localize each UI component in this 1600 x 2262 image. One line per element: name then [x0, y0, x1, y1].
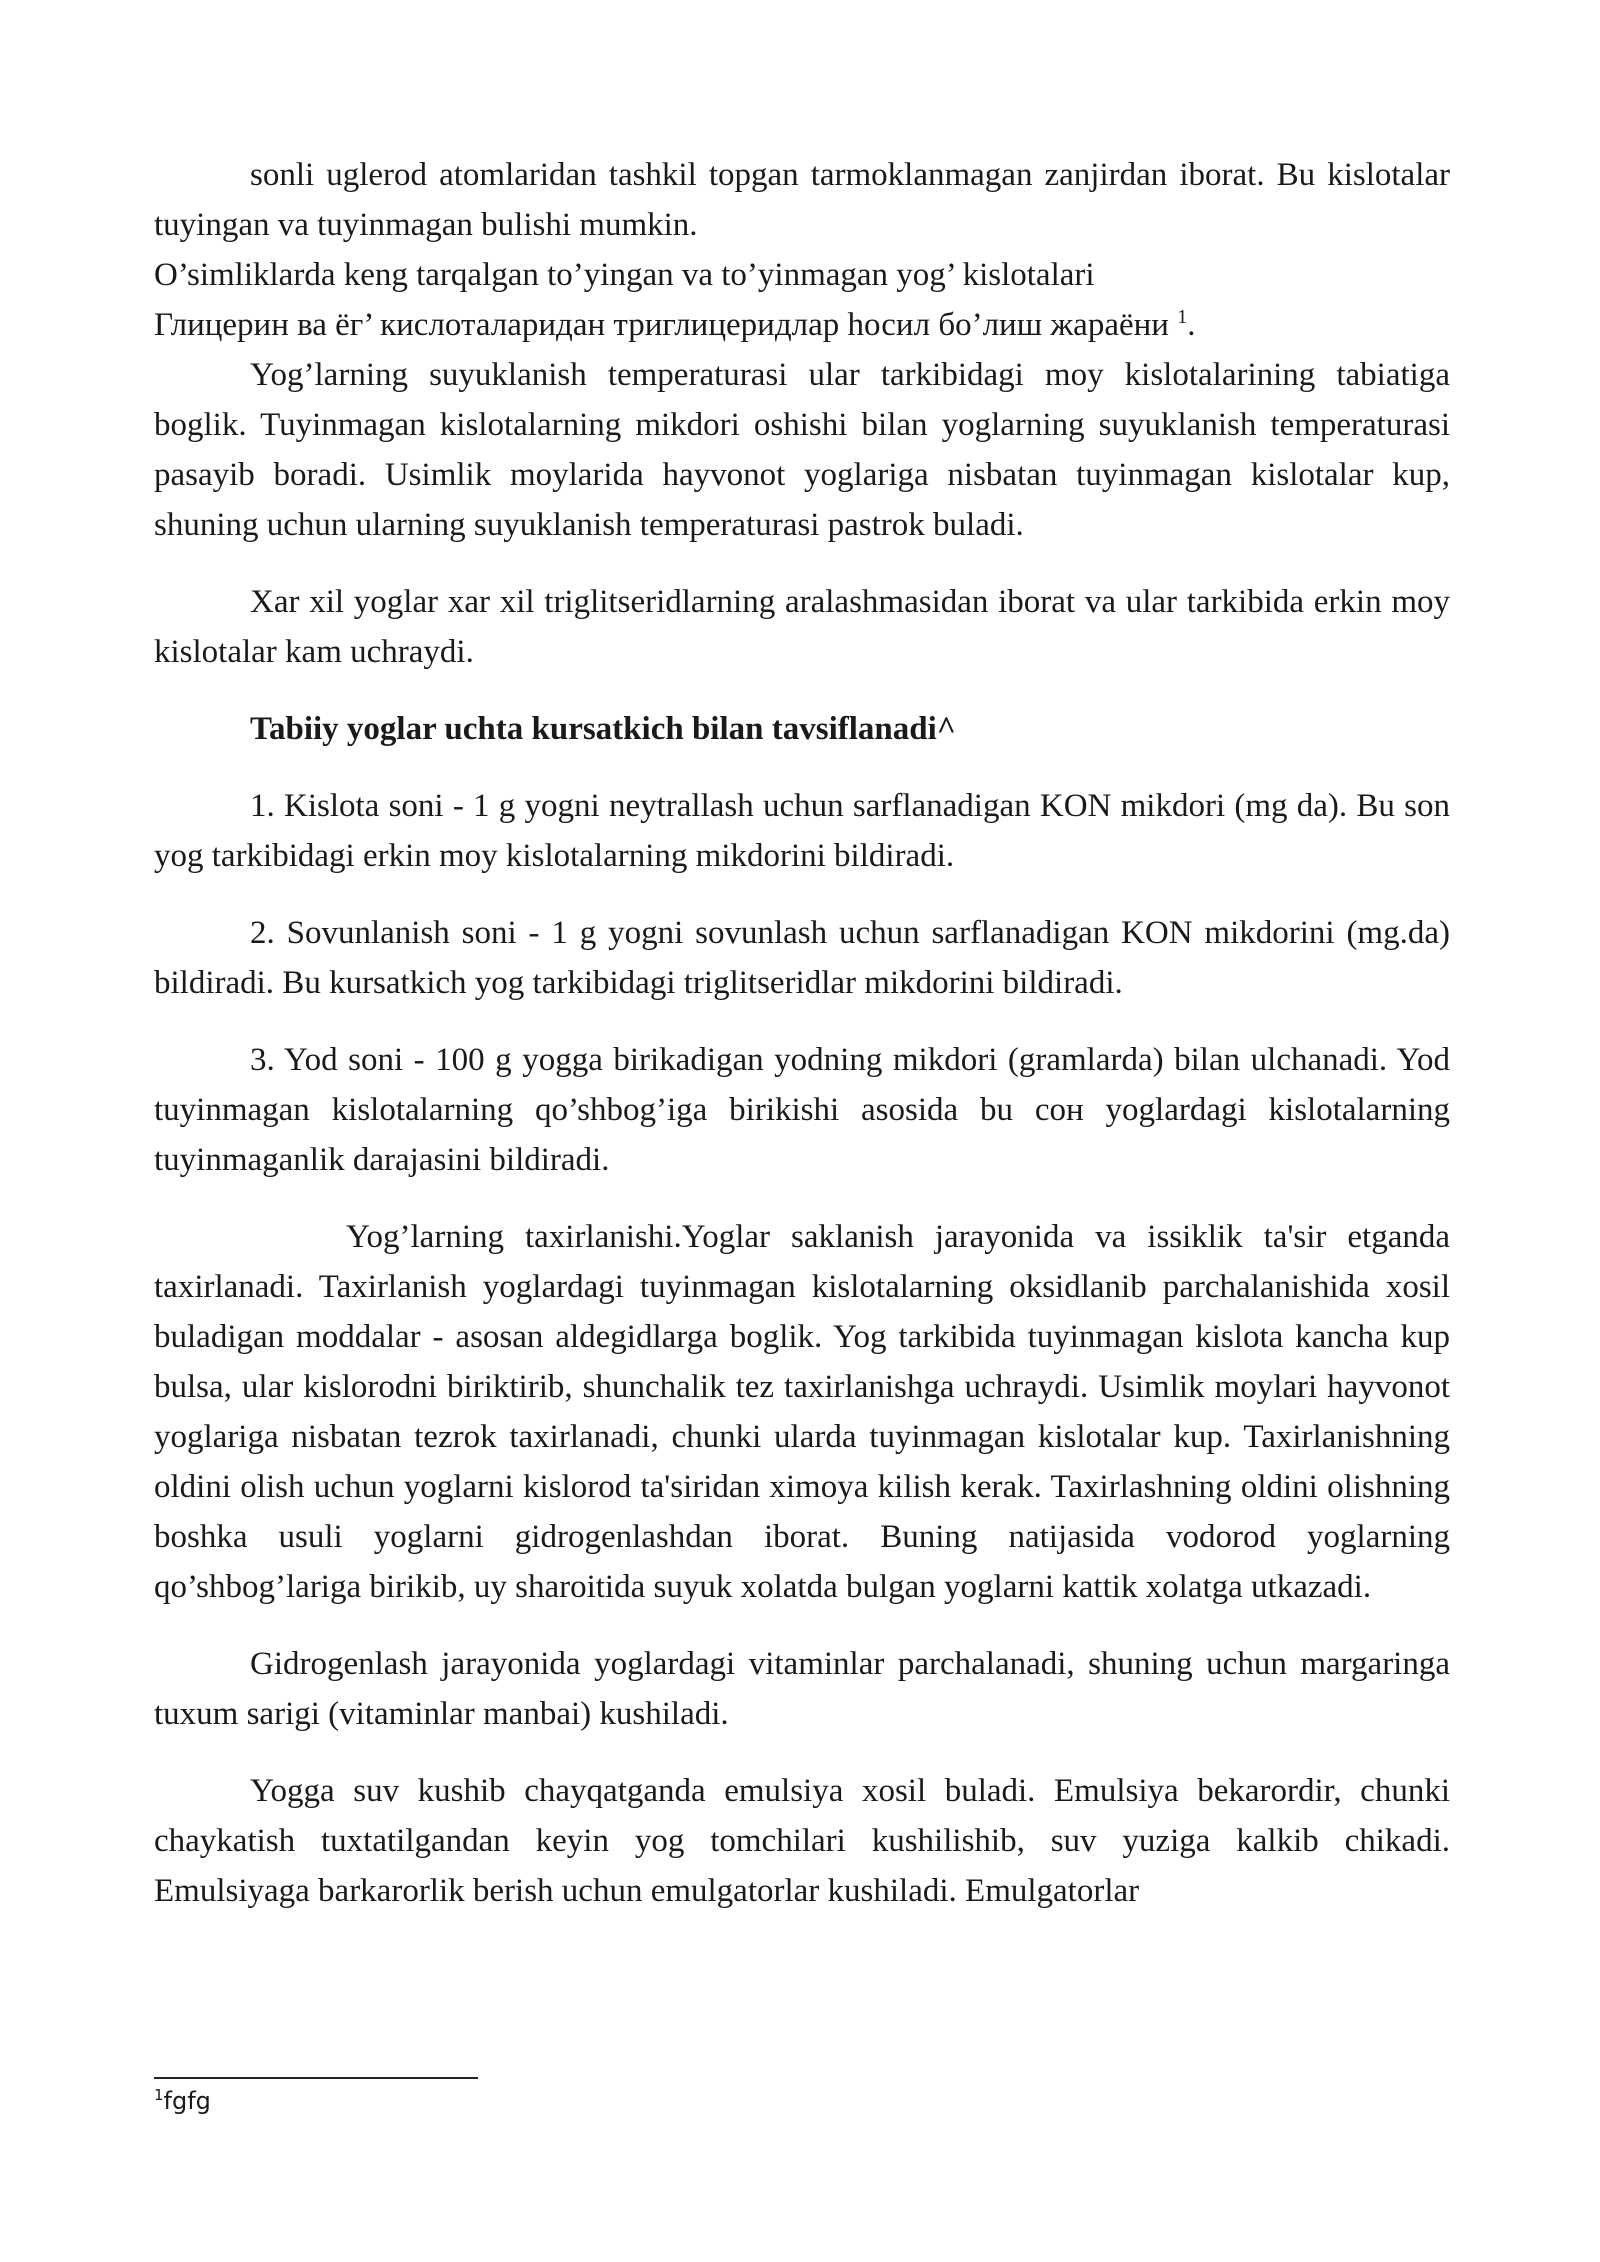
paragraph-plant-fatty-acids-caption: O’simliklarda keng tarqalgan to’yingan va to’yinmagan yog’ kislotalari	[154, 257, 1095, 293]
document-body	[154, 150, 1450, 1916]
triglyceride-caption-end: .	[1187, 307, 1196, 343]
footnote-text: fgfg	[163, 2087, 211, 2115]
paragraph-continuation: sonli uglerod atomlaridan tashkil topgan tarmoklanmagan zanjirdan iborat. Bu kislotalar tuyingan va tuyinmagan bulishi mumkin.	[154, 157, 1450, 243]
paragraph-triglyceride-caption	[154, 300, 1450, 350]
triglyceride-caption-text: Глицерин ва ёг’ кислоталаридан триглицеридлар hосил бо’лиш жараёни	[154, 307, 1178, 343]
paragraph-melting-temperature: Yog’larning suyuklanish temperaturasi ular tarkibidagi moy kislotalarining tabiatiga boglik. Tuyinmagan kislotalarning mikdori oshishi bilan yoglarning suyuklanish temperaturasi pasayib boradi. Usimlik moylarida hayvonot yoglariga nisbatan tuyinmagan kislotalar kup, shuning uchun ularning suyuklanish temperaturasi pastrok buladi.	[154, 357, 1450, 543]
footnote-reference[interactable]: 1	[1177, 306, 1188, 328]
list-item-saponification-number: 2. Sovunlanish soni - 1 g yogni sovunlash uchun sarflanadigan KON mikdorini (mg.da) bildiradi. Bu kursatkich yog tarkibidagi triglitseridlar mikdorini bildiradi.	[154, 915, 1450, 1001]
paragraph-rancidity: Yog’larning taxirlanishi.Yoglar saklanish jarayonida va issiklik ta'sir etganda taxirlanadi. Taxirlanish yoglardagi tuyinmagan kislotalarning oksidlanib parchalanishida xosil buladigan moddalar - asosan aldegidlarga boglik. Yog tarkibida tuyinmagan kislota kancha kup bulsa, ular kislorodni biriktirib, shunchalik tez taxirlanishga uchraydi. Usimlik moylari hayvonot yoglariga nisbatan tezrok taxirlanadi, chunki ularda tuyinmagan kislotalar kup. Taxirlanishning oldini olish uchun yoglarni kislorod ta'siridan ximoya kilish kerak. Taxirlashning oldini olishning boshka usuli yoglarni gidrogenlashdan iborat. Buning natijasida vodorod yoglarning qo’shbog’lariga birikib, uy sharoitida suyuk xolatda bulgan yoglarni kattik xolatga utkazadi.	[154, 1219, 1450, 1605]
paragraph-emulsion: Yogga suv kushib chayqatganda emulsiya xosil buladi. Emulsiya bekarordir, chunki chaykatish tuxtatilgandan keyin yog tomchilari kushilishib, suv yuziga kalkib chikadi. Emulsiyaga barkarorlik berish uchun emulgatorlar kushiladi. Emulgatorlar	[154, 1773, 1450, 1909]
list-item-acid-number: 1. Kislota soni - 1 g yogni neytrallash uchun sarflanadigan KON mikdori (mg da). Bu son yog tarkibidagi erkin moy kislotalarning mikdorini bildiradi.	[154, 788, 1450, 874]
section-heading: Tabiiy yoglar uchta kursatkich bilan tavsiflanadi^	[250, 711, 956, 747]
footnote	[154, 2086, 211, 2116]
list-item-iodine-number: 3. Yod soni - 100 g yogga birikadigan yodning mikdori (gramlarda) bilan ulchanadi. Yod tuyinmagan kislotalarning qo’shbog’iga birikishi asosida bu сон yoglardagi kislotalarning tuyinmaganlik darajasini bildiradi.	[154, 1042, 1450, 1178]
paragraph-hydrogenation: Gidrogenlash jarayonida yoglardagi vitaminlar parchalanadi, shuning uchun margaringa tuxum sarigi (vitaminlar manbai) kushiladi.	[154, 1646, 1450, 1732]
footnote-separator	[154, 2077, 478, 2079]
footnote-number: 1	[154, 2086, 164, 2104]
paragraph-triglyceride-mixture: Xar xil yoglar xar xil triglitseridlarning aralashmasidan iborat va ular tarkibida erkin moy kislotalar kam uchraydi.	[154, 584, 1450, 670]
